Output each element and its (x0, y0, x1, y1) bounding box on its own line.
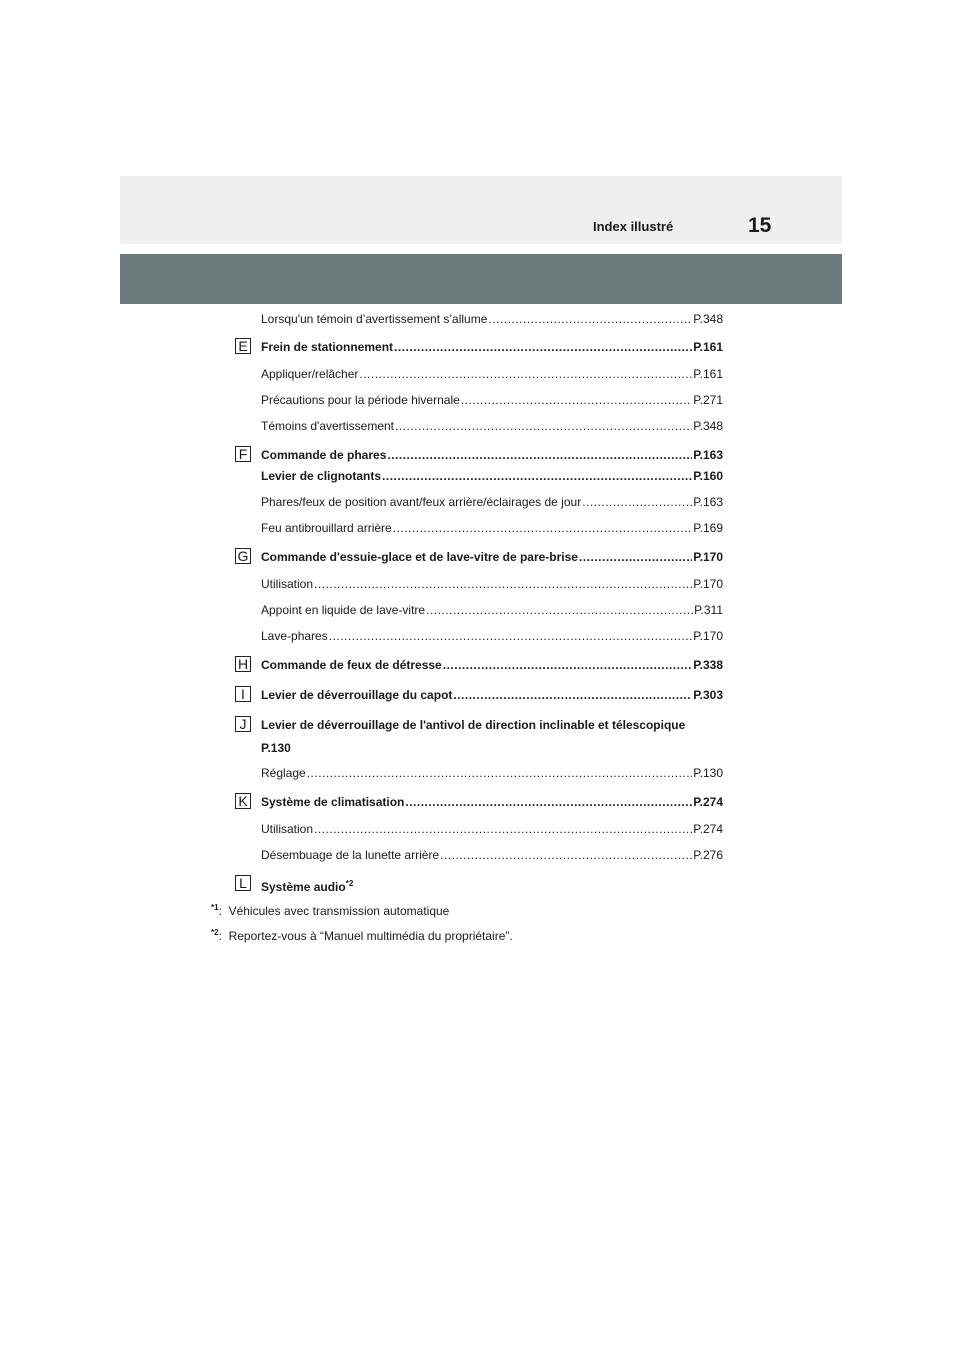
letter-box-l: L (235, 875, 251, 891)
entry-label: Appoint en liquide de lave-vitre (261, 603, 426, 617)
index-entry (261, 520, 723, 536)
entry-page: P.303 (693, 688, 723, 702)
entry-page: P.160 (693, 469, 723, 483)
letter-box-j: J (235, 716, 251, 732)
entry-page: P.163 (693, 448, 723, 462)
entry-page: P.169 (693, 521, 723, 535)
entry-label: Phares/feux de position avant/feux arrière/éclairages de jour (261, 495, 582, 509)
entry-page: P.274 (693, 822, 723, 836)
entry-label: Levier de clignotants (261, 469, 382, 483)
letter-box-g: G (235, 548, 251, 564)
entry-label: Désembuage de la lunette arrière (261, 848, 440, 862)
index-entry (261, 366, 723, 382)
letter-box-f: F (235, 446, 251, 462)
entry-label: Levier de déverrouillage du capot (261, 688, 453, 702)
index-entry (261, 847, 723, 863)
entry-page: P.161 (693, 367, 723, 381)
entry-page: P.161 (693, 340, 723, 354)
index-entry-main (261, 339, 723, 355)
entry-page: P.274 (693, 795, 723, 809)
entry-label: Système audio (261, 880, 346, 894)
letter-box-i: I (235, 686, 251, 702)
section-title: Index illustré (593, 219, 674, 234)
entry-page: P.170 (693, 629, 723, 643)
footnote-2: $^{*2}$: Reportez-vous à “Manuel multimédia du propriétaire”. (211, 928, 513, 943)
index-entry (261, 628, 723, 644)
entry-page: P.271 (693, 393, 723, 407)
index-entry-main-label: Levier de déverrouillage de l'antivol de direction inclinable et télescopique (261, 718, 686, 732)
entry-label: Commande d'essuie-glace et de lave-vitre de pare-brise (261, 550, 578, 564)
entry-page: P.311 (694, 603, 723, 617)
entry-label: Témoins d'avertissement (261, 419, 395, 433)
entry-label: Lave-phares (261, 629, 328, 643)
page-number: 15 (748, 214, 772, 237)
footnote-mark: *1 (211, 903, 219, 912)
entry-label: Commande de phares (261, 448, 387, 462)
index-entry-main (261, 794, 723, 810)
entry-label: Utilisation (261, 822, 314, 836)
entry-page: P.130 (693, 766, 723, 780)
footnote-mark: *2 (345, 879, 354, 888)
letter-box-h: H (235, 656, 251, 672)
footnote-text: Véhicules avec transmission automatique (228, 904, 450, 918)
footnote-1: $^{*1}$: Véhicules avec transmission automatique (211, 903, 450, 918)
entry-page: P.170 (693, 550, 723, 564)
entry-label: Utilisation (261, 577, 314, 591)
index-entry-main (261, 687, 723, 703)
entry-page: P.276 (693, 848, 723, 862)
index-entry-main (261, 468, 723, 484)
entry-label: Feu antibrouillard arrière (261, 521, 392, 535)
index-entry (261, 418, 723, 434)
entry-label: Lorsqu'un témoin d’avertissement s’allume (261, 312, 488, 326)
index-entry-main (261, 447, 723, 463)
entry-page: P.163 (693, 495, 723, 509)
entry-page: P.338 (693, 658, 723, 672)
header-band (120, 176, 842, 244)
index-entry (261, 576, 723, 592)
entry-label: Frein de stationnement (261, 340, 394, 354)
index-entry-main-audio (261, 876, 353, 895)
header-dark-band (120, 254, 842, 304)
letter-box-k: K (235, 793, 251, 809)
index-entry (261, 494, 723, 510)
entry-label: Système de climatisation (261, 795, 405, 809)
index-entry-main (261, 657, 723, 673)
index-entry (261, 821, 723, 837)
entry-label: Précautions pour la période hivernale (261, 393, 460, 407)
entry-page: P.348 (693, 312, 723, 326)
index-entry (261, 602, 723, 618)
entry-label: Réglage (261, 766, 306, 780)
index-entry (261, 311, 723, 327)
index-entry (261, 765, 723, 781)
entry-label: Appliquer/relâcher (261, 367, 359, 381)
index-entry (261, 392, 723, 408)
entry-page: P.170 (693, 577, 723, 591)
entry-page: P.348 (693, 419, 723, 433)
footnote-mark: *2 (211, 928, 219, 937)
entry-label: Commande de feux de détresse (261, 658, 442, 672)
index-entry-main (261, 549, 723, 565)
letter-box-e: E (235, 338, 251, 354)
index-entry-main-page: P.130 (261, 741, 291, 755)
footnote-text: Reportez-vous à “Manuel multimédia du propriétaire”. (228, 929, 513, 943)
